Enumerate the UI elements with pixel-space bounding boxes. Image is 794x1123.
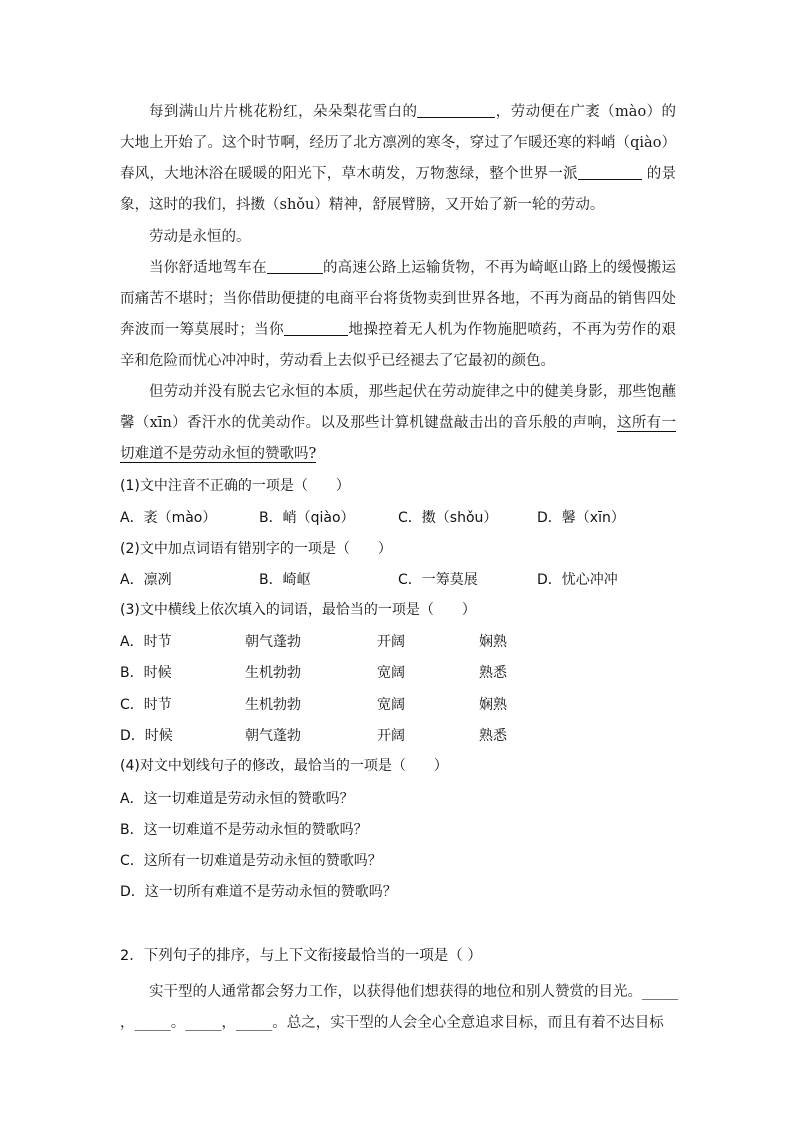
option-cell: 开阔	[377, 728, 405, 744]
option-cell: A．时节	[120, 634, 172, 650]
passage-line: ，_____。_____，_____。总之，实干型的人会全心全意追求目标，而且有着不达目标	[120, 1015, 664, 1031]
passage-text: 当你舒适地驾车在	[149, 260, 267, 276]
underlined-sentence: 这所有一切难道不是劳动永恒的赞歌吗?	[120, 415, 677, 462]
passage-paragraph-1	[120, 97, 676, 221]
option-b: B．峭（qiào）	[259, 510, 355, 526]
option-cell: 宽阔	[377, 697, 405, 713]
option-cell: B．时候	[120, 665, 172, 681]
option-b: B．崎岖	[259, 572, 311, 588]
option-row-c	[120, 694, 676, 714]
option-cell: D．时候	[120, 728, 173, 744]
passage-paragraph-3	[120, 253, 676, 377]
option-d: D．这一切所有难道不是劳动永恒的赞歌吗？	[120, 884, 397, 900]
option-cell: 朝气蓬勃	[245, 728, 301, 744]
option-a: A．这一切难道是劳动永恒的赞歌吗？	[120, 791, 354, 807]
option-cell: 熟悉	[479, 728, 507, 744]
question-2-main-stem: 2．下列句子的排序，与上下文衔接最恰当的一项是（ ）	[120, 948, 482, 964]
option-b: B．这一切难道不是劳动永恒的赞歌吗？	[120, 822, 368, 838]
option-row-b	[120, 662, 676, 682]
passage-paragraph-4	[120, 377, 676, 470]
option-cell: 开阔	[377, 634, 405, 650]
fill-blank-4	[284, 321, 348, 337]
question-2-stem: (2)文中加点词语有错别字的一项是（ ）	[120, 541, 392, 557]
question-1-stem: (1)文中注音不正确的一项是（ ）	[120, 478, 350, 494]
option-d: D．馨（xīn）	[537, 510, 625, 526]
option-cell: 熟悉	[479, 665, 507, 681]
passage-text: ，劳动便在广袤（mào）的大地上开始了。这个时节啊，经历了北方凛冽的寒冬，穿过了乍暖还寒的料峭（qiào）春风，大地沐浴在暖暖的阳光下，草木萌发，万物葱绿，整个世界一派	[120, 104, 677, 182]
option-c: C．一筹莫展	[398, 572, 478, 588]
question-2-passage	[120, 977, 679, 1039]
fill-blank-3	[267, 259, 323, 275]
option-cell: 宽阔	[377, 665, 405, 681]
passage-paragraph-2: 劳动是永恒的。	[149, 229, 251, 245]
option-a: A．袤（mào）	[120, 510, 217, 526]
option-row-a	[120, 631, 676, 651]
passage-text: 每到满山片片桃花粉红，朵朵梨花雪白的	[149, 104, 418, 120]
passage-text: 地操控着无人机为作物施肥喷药，不再为劳作的艰辛和危险而忧心冲冲时，劳动看上去似乎已经褪去了它最初的颜色。	[120, 322, 676, 369]
passage-line: 实干型的人通常都会努力工作，以获得他们想获得的地位和别人赞赏的目光。_____	[149, 984, 679, 1000]
option-d: D．忧心冲冲	[537, 572, 618, 588]
option-cell: 生机勃勃	[245, 665, 301, 681]
question-3-stem: (3)文中横线上依次填入的词语，最恰当的一项是（ ）	[120, 602, 476, 618]
option-cell: C．时节	[120, 697, 172, 713]
option-cell: 娴熟	[479, 634, 507, 650]
question-4-stem: (4)对文中划线句子的修改，最恰当的一项是（ ）	[120, 758, 448, 774]
option-a: A．凛冽	[120, 572, 172, 588]
option-cell: 娴熟	[479, 697, 507, 713]
passage-text: 的高速公路上运输货物，不再为崎岖山路上的缓慢搬运而痛苦不堪时；当你借助便捷的电商平台将货物卖到世界各地，不再为商品的销售四处奔波而一筹莫展时；当你	[120, 260, 676, 338]
fill-blank-2	[578, 165, 642, 181]
option-cell: 朝气蓬勃	[245, 634, 301, 650]
option-row-d	[120, 725, 676, 745]
option-c: C．擞（shǒu）	[398, 510, 498, 526]
fill-blank-1	[417, 103, 495, 119]
option-cell: 生机勃勃	[245, 697, 301, 713]
passage-text: 的景象，这时的我们，抖擞（shǒu）精神，舒展臂膀，又开始了新一轮的劳动。	[120, 166, 677, 213]
option-c: C．这所有一切难道是劳动永恒的赞歌吗？	[120, 853, 382, 869]
passage-text: 但劳动并没有脱去它永恒的本质，那些起伏在劳动旋律之中的健美身影，那些饱蘸馨（xīn）香汗水的优美动作。以及那些计算机键盘敲击出的音乐般的声响，	[120, 384, 676, 431]
